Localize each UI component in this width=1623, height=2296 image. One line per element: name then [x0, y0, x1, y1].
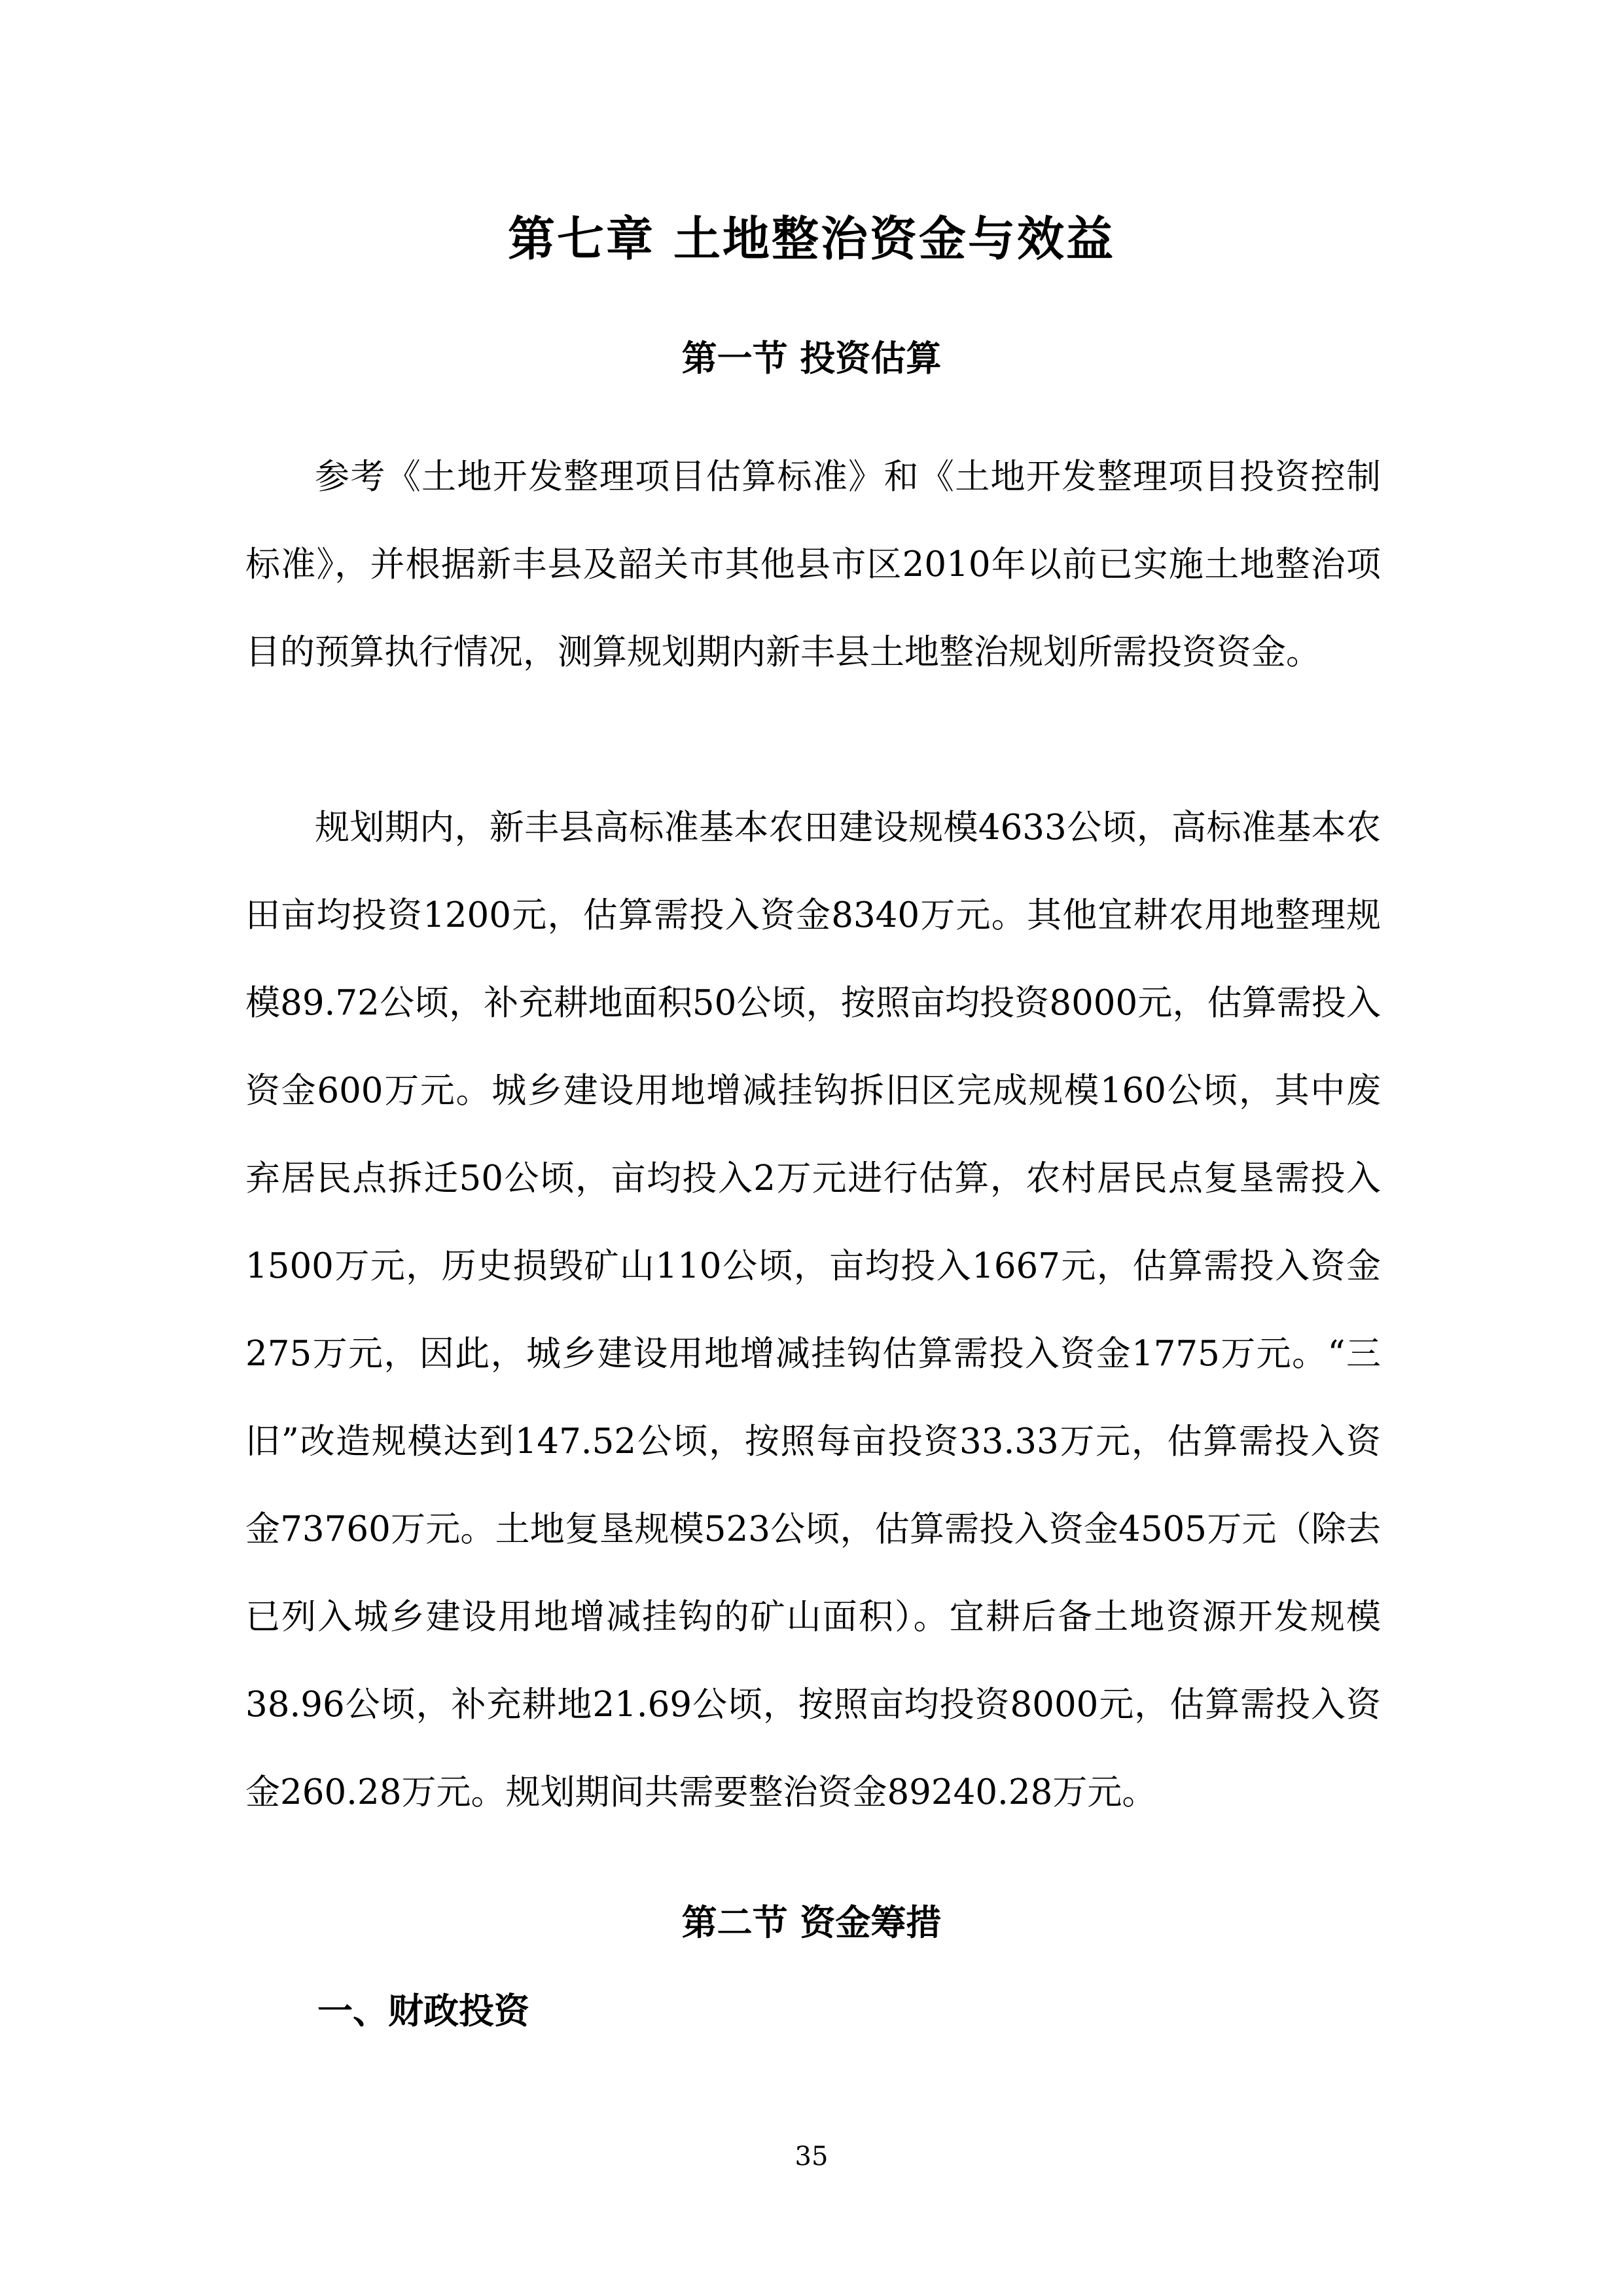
- section-title-investment-estimate: 第一节 投资估算: [681, 338, 942, 379]
- paragraph-block-1: [245, 433, 1381, 696]
- paragraph-investment-details: 规划期内，新丰县高标准基本农田建设规模4633公顷，高标准基本农田亩均投资1200元，估算需投入资金8340万元。其他宜耕农用地整理规模89.72公顷，补充耕地面积50公顷，按照亩均投资8000元，估算需投入资金600万元。城乡建设用地增减挂钩拆旧区完成规模160公顷，其中废弃居民点拆迁50公顷，亩均投入2万元进行估算，农村居民点复垦需投入1500万元，历史损毁矿山110公顷，亩均投入1667元，估算需投入资金275万元，因此，城乡建设用地增减挂钩估算需投入资金1775万元。“三旧”改造规模达到147.52公顷，按照每亩投资33.33万元，估算需投入资金73760万元。土地复垦规模523公顷，估算需投入资金4505万元（除去已列入城乡建设用地增减挂钩的矿山面积）。宜耕后备土地资源开发规模38.96公顷，补充耕地21.69公顷，按照亩均投资8000元，估算需投入资金260.28万元。规划期间共需要整治资金89240.28万元。: [245, 808, 1381, 1812]
- paragraph-block-2: [245, 784, 1381, 1837]
- page-number: 35: [794, 2142, 829, 2172]
- chapter-title: 第七章 土地整治资金与效益: [507, 211, 1116, 266]
- section-title-fund-raising: 第二节 资金筹措: [681, 1902, 942, 1943]
- subheading-fiscal-investment: 一、财政投资: [317, 1990, 529, 2032]
- paragraph-investment-basis: 参考《土地开发整理项目估算标准》和《土地开发整理项目投资控制标准》，并根据新丰县及韶关市其他县市区2010年以前已实施土地整治项目的预算执行情况，测算规划期内新丰县土地整治规划所需投资资金。: [245, 457, 1381, 672]
